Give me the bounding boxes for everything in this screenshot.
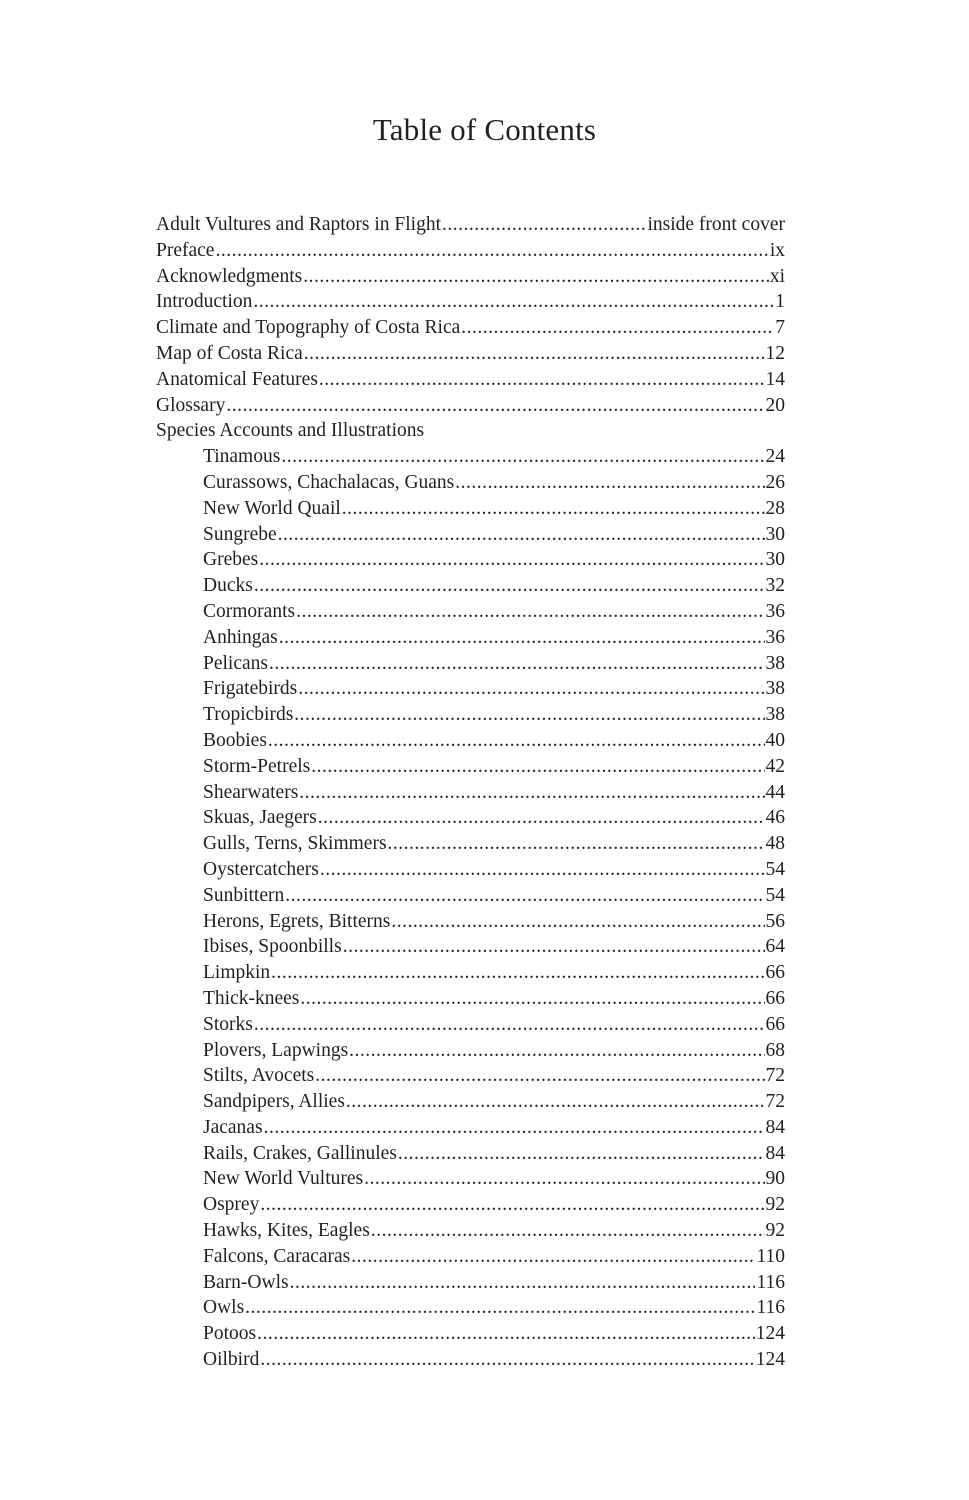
toc-subentry [156, 883, 785, 909]
toc-entry-label: Plovers, Lapwings [203, 1039, 349, 1061]
toc-subentry [156, 1141, 785, 1167]
toc-subentry [156, 1218, 785, 1244]
dot-leader [245, 1295, 755, 1321]
dot-leader [318, 805, 765, 831]
dot-leader [319, 367, 765, 393]
toc-entry [156, 418, 785, 444]
dot-leader [461, 315, 774, 341]
toc-subentry [156, 805, 785, 831]
toc-subentry [156, 702, 785, 728]
toc-entry-label: Oilbird [203, 1349, 260, 1371]
toc-entry [156, 238, 785, 264]
dot-leader [268, 728, 765, 754]
toc-entry-page: 66 [765, 987, 785, 1009]
dot-leader [260, 1192, 764, 1218]
toc-subentry [156, 651, 785, 677]
toc-entry-page: 56 [765, 910, 785, 932]
toc-entry-label: Frigatebirds [203, 678, 298, 700]
dot-leader [298, 676, 764, 702]
dot-leader [257, 1321, 755, 1347]
toc-subentry [156, 909, 785, 935]
dot-leader [269, 651, 765, 677]
toc-entry-page: 48 [765, 833, 785, 855]
dot-leader [342, 496, 765, 522]
toc-entry-label: Anhingas [203, 626, 278, 648]
toc-entry-page: 7 [775, 317, 785, 339]
toc-subentry [156, 625, 785, 651]
toc-subentry [156, 1115, 785, 1141]
toc-entry-label: Ibises, Spoonbills [203, 936, 342, 958]
toc-subentry [156, 934, 785, 960]
toc-entry-page: 28 [765, 497, 785, 519]
dot-leader [296, 599, 764, 625]
toc-entry-page: 68 [765, 1039, 785, 1061]
toc-entry-page: 38 [765, 704, 785, 726]
dot-leader [254, 573, 765, 599]
toc-entry-label: New World Quail [203, 497, 341, 519]
toc-subentry [156, 960, 785, 986]
toc-entry-page: 44 [765, 781, 785, 803]
toc-subentry [156, 676, 785, 702]
toc-entry [156, 315, 785, 341]
dot-leader [285, 883, 764, 909]
toc-entry-label: Shearwaters [203, 781, 299, 803]
toc-entry-page: 42 [765, 755, 785, 777]
dot-leader [226, 393, 764, 419]
dot-leader [264, 1115, 765, 1141]
toc-entry-page: 40 [765, 729, 785, 751]
toc-entry-label: Barn-Owls [203, 1271, 289, 1293]
toc-entry-page: 66 [765, 1013, 785, 1035]
dot-leader [300, 986, 764, 1012]
toc-entry-label: Storks [203, 1013, 253, 1035]
toc-entry-label: Ducks [203, 575, 253, 597]
toc-entry-page: 46 [765, 807, 785, 829]
toc-subentry [156, 1166, 785, 1192]
toc-entry-page: 90 [765, 1168, 785, 1190]
toc-entry-page: 66 [765, 962, 785, 984]
toc-entry-label: Acknowledgments [156, 265, 303, 287]
toc-subentry [156, 1038, 785, 1064]
toc-entry-label: Sandpipers, Allies [203, 1091, 345, 1113]
dot-leader [364, 1166, 764, 1192]
toc-subentry [156, 1295, 785, 1321]
toc-entry-page: 36 [765, 626, 785, 648]
dot-leader [343, 934, 765, 960]
toc-subentry [156, 986, 785, 1012]
toc-entry-page: inside front cover [647, 214, 785, 235]
toc-entry-page: 38 [765, 678, 785, 700]
toc-subentry [156, 444, 785, 470]
toc-entry-label: New World Vultures [203, 1168, 364, 1190]
dot-leader [215, 238, 768, 264]
toc-entry-page: 84 [765, 1142, 785, 1164]
toc-subentry [156, 754, 785, 780]
dot-leader [294, 702, 764, 728]
toc-entry-page: 72 [765, 1065, 785, 1087]
toc-entry-label: Anatomical Features [156, 368, 318, 390]
toc-entry-label: Boobies [203, 729, 267, 751]
dot-leader [455, 470, 764, 496]
dot-leader [253, 289, 774, 315]
toc-entry-label: Storm-Petrels [203, 755, 311, 777]
dot-leader [398, 1141, 765, 1167]
toc-entry-label: Herons, Egrets, Bitterns [203, 910, 391, 932]
toc-entry-label: Limpkin [203, 962, 271, 984]
toc-entry [156, 212, 785, 238]
dot-leader [271, 960, 764, 986]
toc-subentry [156, 1347, 785, 1373]
dot-leader [351, 1244, 755, 1270]
toc-entry-page: 124 [755, 1349, 785, 1371]
toc-entry-label: Species Accounts and Illustrations [156, 420, 425, 442]
toc-entry-page: ix [769, 239, 785, 261]
toc-entry-label: Oystercatchers [203, 858, 319, 880]
dot-leader [442, 212, 646, 238]
dot-leader [388, 831, 765, 857]
toc-entry-label: Grebes [203, 549, 259, 571]
toc-entry-label: Preface [156, 239, 215, 261]
toc-entry-page: 24 [765, 446, 785, 468]
toc-subentry [156, 1089, 785, 1115]
dot-leader [320, 857, 765, 883]
toc-entry-page: 36 [765, 600, 785, 622]
toc-subentry [156, 1244, 785, 1270]
dot-leader [303, 264, 769, 290]
toc-entry [156, 264, 785, 290]
toc-entry-page: 54 [765, 858, 785, 880]
toc-entry-label: Climate and Topography of Costa Rica [156, 317, 461, 339]
toc-entry-label: Skuas, Jaegers [203, 807, 317, 829]
toc-entry-label: Hawks, Kites, Eagles [203, 1220, 370, 1242]
toc-subentry [156, 522, 785, 548]
toc-entry-label: Owls [203, 1297, 245, 1319]
toc-subentry [156, 599, 785, 625]
toc-entry-page: 30 [765, 523, 785, 545]
toc-entry-label: Falcons, Caracaras [203, 1245, 351, 1267]
toc-entry [156, 393, 785, 419]
toc-subentry [156, 1012, 785, 1038]
toc-entry-page: 26 [765, 471, 785, 493]
toc-entry-page: 32 [765, 575, 785, 597]
toc-subentry [156, 1270, 785, 1296]
toc-entry-page: 30 [765, 549, 785, 571]
toc-entry-label: Pelicans [203, 652, 268, 674]
toc-entry-label: Sungrebe [203, 523, 277, 545]
toc-entry-page: 92 [765, 1220, 785, 1242]
toc-subentry [156, 728, 785, 754]
toc-entry-page: 20 [765, 394, 785, 416]
toc-entry-label: Glossary [156, 394, 226, 416]
table-of-contents [156, 212, 785, 1373]
toc-entry-label: Introduction [156, 291, 253, 313]
toc-entry-label: Potoos [203, 1323, 257, 1345]
dot-leader [391, 909, 764, 935]
toc-entry-page: 64 [765, 936, 785, 958]
toc-subentry [156, 780, 785, 806]
toc-entry-page: 124 [755, 1323, 785, 1345]
toc-entry-label: Osprey [203, 1194, 260, 1216]
toc-subentry [156, 831, 785, 857]
toc-entry [156, 341, 785, 367]
dot-leader [304, 341, 765, 367]
page-title: Table of Contents [372, 112, 597, 147]
toc-entry-label: Tropicbirds [203, 704, 294, 726]
toc-entry-label: Stilts, Avocets [203, 1065, 315, 1087]
toc-subentry [156, 1063, 785, 1089]
toc-entry-page: 110 [756, 1245, 785, 1267]
toc-entry-page: 92 [765, 1194, 785, 1216]
toc-entry-label: Adult Vultures and Raptors in Flight [156, 214, 442, 235]
toc-entry-page: 116 [756, 1297, 785, 1319]
toc-entry-page: 54 [765, 884, 785, 906]
toc-entry-page: xi [769, 265, 785, 287]
toc-entry-page: 72 [765, 1091, 785, 1113]
toc-entry-label: Map of Costa Rica [156, 342, 303, 364]
toc-subentry [156, 496, 785, 522]
dot-leader [315, 1063, 764, 1089]
toc-subentry [156, 1321, 785, 1347]
toc-entry-label: Gulls, Terns, Skimmers [203, 833, 387, 855]
dot-leader [260, 1347, 754, 1373]
toc-entry-page: 12 [765, 342, 785, 364]
dot-leader [278, 522, 765, 548]
toc-entry-page: 38 [765, 652, 785, 674]
toc-subentry [156, 470, 785, 496]
toc-entry-page: 116 [756, 1271, 785, 1293]
toc-subentry [156, 573, 785, 599]
dot-leader [346, 1089, 765, 1115]
toc-entry-page: 84 [765, 1116, 785, 1138]
toc-entry-label: Tinamous [203, 446, 281, 468]
dot-leader [290, 1270, 756, 1296]
dot-leader [371, 1218, 765, 1244]
toc-entry [156, 289, 785, 315]
dot-leader [279, 625, 765, 651]
toc-entry [156, 367, 785, 393]
toc-subentry [156, 547, 785, 573]
dot-leader [349, 1038, 764, 1064]
toc-entry-label: Thick-knees [203, 987, 300, 1009]
toc-entry-label: Sunbittern [203, 884, 285, 906]
toc-entry-label: Cormorants [203, 600, 296, 622]
toc-entry-page: 1 [775, 291, 785, 313]
toc-entry-page: 14 [765, 368, 785, 390]
toc-entry-label: Jacanas [203, 1116, 263, 1138]
dot-leader [259, 547, 764, 573]
toc-subentry [156, 857, 785, 883]
toc-entry-label: Curassows, Chachalacas, Guans [203, 471, 455, 493]
dot-leader [254, 1012, 765, 1038]
toc-subentry [156, 1192, 785, 1218]
toc-entry-label: Rails, Crakes, Gallinules [203, 1142, 397, 1164]
dot-leader [299, 780, 764, 806]
dot-leader [311, 754, 764, 780]
dot-leader [281, 444, 764, 470]
